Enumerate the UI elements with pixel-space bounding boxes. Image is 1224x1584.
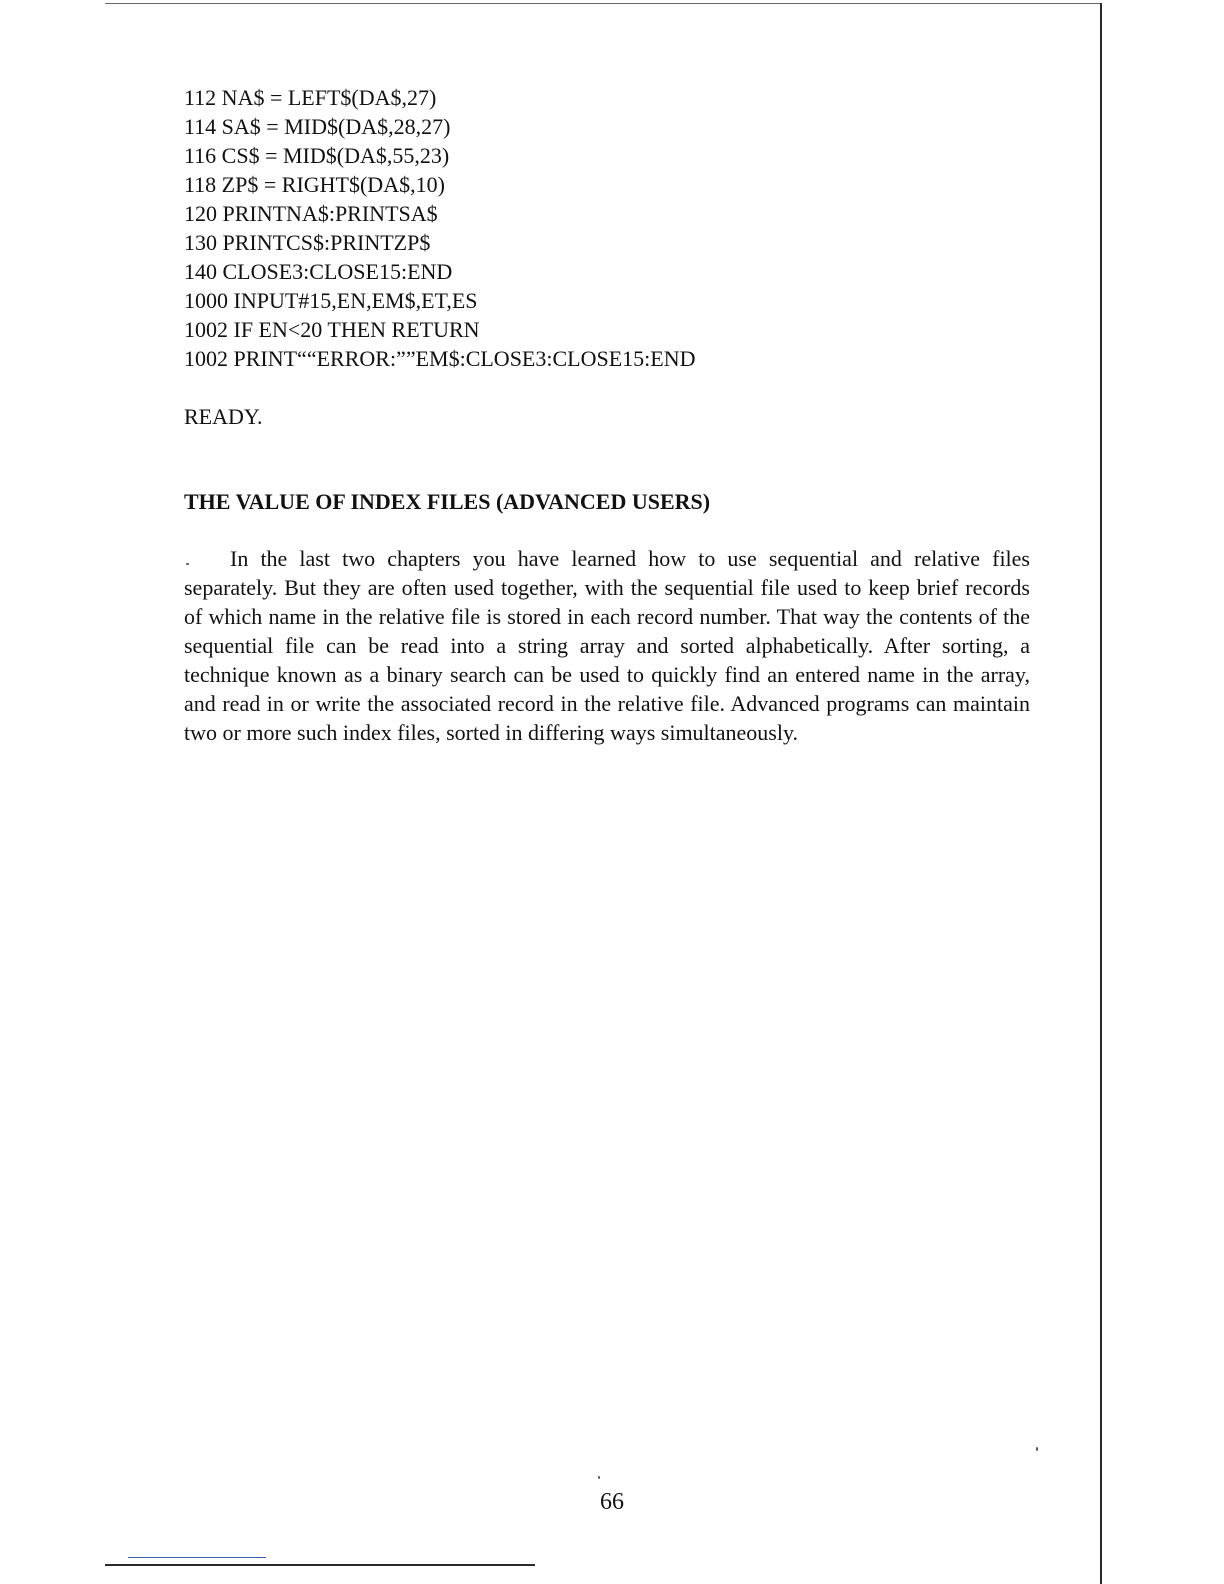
code-line: 1002 PRINT““ERROR:””EM$:CLOSE3:CLOSE15:END [184, 346, 696, 371]
code-line: 120 PRINTNA$:PRINTSA$ [184, 201, 438, 226]
code-line: 114 SA$ = MID$(DA$,28,27) [184, 114, 451, 139]
code-line: 116 CS$ = MID$(DA$,55,23) [184, 143, 450, 168]
code-line: 118 ZP$ = RIGHT$(DA$,10) [184, 172, 445, 197]
scan-edge-top [105, 3, 1102, 4]
section-body-paragraph: In the last two chapters you have learned how to use sequential and relative files separately. But they are often used together, with the sequential file used to keep brief records of which name in the relative file is stored in each record number. That way the contents of the sequential file can be read into a string array and sorted alphabetically. After sorting, a technique known as a binary search can be used to quickly find an entered name in the array, and read in or write the associated record in the relative file. Advanced programs can maintain two or more such index files, sorted in differing ways simultaneously. [184, 546, 1030, 745]
scan-edge-right [1100, 3, 1102, 1584]
scan-edge-bottom-blue [128, 1557, 266, 1558]
section-heading: THE VALUE OF INDEX FILES (ADVANCED USERS) [184, 489, 711, 514]
page-content [184, 83, 1030, 747]
ready-prompt: READY. [184, 404, 263, 429]
basic-code-listing [184, 83, 1030, 373]
code-line: 140 CLOSE3:CLOSE15:END [184, 259, 453, 284]
code-line: 130 PRINTCS$:PRINTZP$ [184, 230, 431, 255]
scan-speck [1036, 1447, 1038, 1451]
page-number: 66 [600, 1489, 624, 1515]
scan-edge-bottom [105, 1564, 535, 1566]
scan-speck [598, 1476, 600, 1479]
code-line: 1002 IF EN<20 THEN RETURN [184, 317, 480, 342]
code-line: 112 NA$ = LEFT$(DA$,27) [184, 85, 437, 110]
code-line: 1000 INPUT#15,EN,EM$,ET,ES [184, 288, 478, 313]
